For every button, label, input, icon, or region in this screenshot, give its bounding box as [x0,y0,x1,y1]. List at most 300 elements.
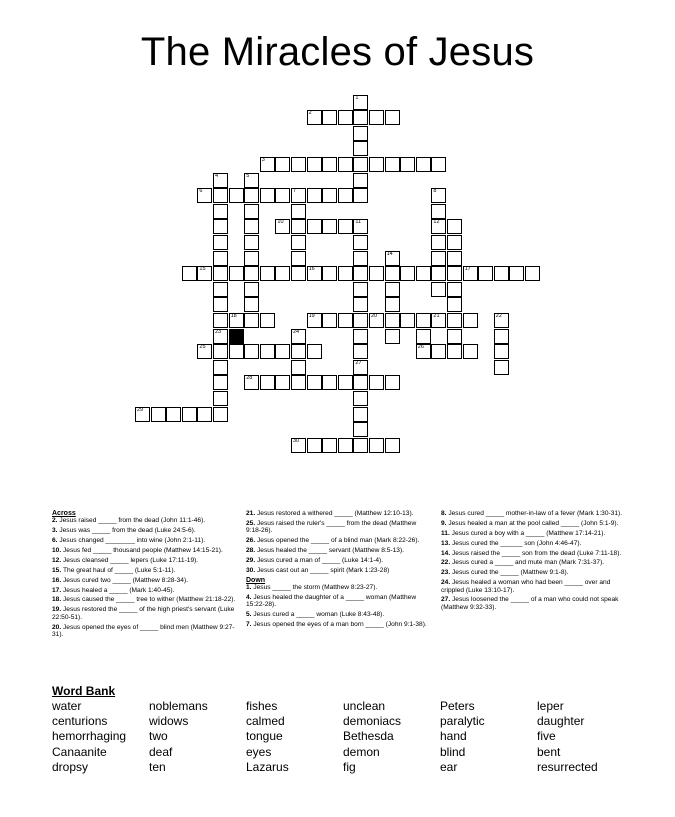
down-clue-list-continued [441,510,623,611]
word-bank-item: demoniacs [343,714,402,729]
clue-text: Jesus cured a boy with a _____ (Matthew 17:14-21). [451,529,606,537]
word-bank-item: blind [440,744,466,759]
crossword-cell[interactable] [291,375,306,390]
black-square [229,329,244,344]
clue-text: Jesus healed a man at the pool called _____ (John 5:1-9). [448,519,619,527]
crossword-cell[interactable] [307,188,322,203]
crossword-cell[interactable] [244,375,259,390]
crossword-cell[interactable] [385,282,400,297]
crossword-cell[interactable] [385,110,400,125]
word-bank-item: widows [149,714,189,729]
crossword-cell[interactable] [307,110,322,125]
crossword-cell[interactable] [416,266,431,281]
clue-number-label: 2. [52,517,60,525]
crossword-cell[interactable] [400,157,415,172]
clue-number-label: 11. [441,529,452,537]
clue-number: 28 [246,375,253,382]
clue-number-label: 24. [441,579,452,587]
word-bank-item: ear [440,759,458,774]
word-bank-item: ten [149,759,166,774]
crossword-cell[interactable] [447,266,462,281]
clue-text: Jesus cured the _____ (Matthew 9:1-8). [452,569,569,577]
crossword-cell[interactable] [369,157,384,172]
crossword-cell[interactable] [229,344,244,359]
crossword-cell[interactable] [416,344,431,359]
clue-text: Jesus opened the _____ of a blind man (Mark 8:22-26). [257,537,420,545]
word-bank-item: two [149,729,168,744]
word-bank-item: five [537,729,556,744]
crossword-cell[interactable] [244,251,259,266]
crossword-cell[interactable] [291,344,306,359]
crossword-cell[interactable] [447,344,462,359]
crossword-cell[interactable] [353,329,368,344]
clue-item [441,550,623,557]
crossword-cell[interactable] [182,266,197,281]
crossword-cell[interactable] [322,266,337,281]
crossword-cell[interactable] [244,235,259,250]
word-bank-item: Peters [440,699,475,713]
clue-number: 19 [308,312,315,319]
clue-text: Jesus opened the eyes of _____ blind men (Matthew 9:27-31). [52,623,235,638]
crossword-cell[interactable] [182,407,197,422]
crossword-cell[interactable] [260,157,275,172]
word-bank-item: Bethesda [343,729,394,744]
crossword-cell[interactable] [229,266,244,281]
crossword-cell[interactable] [213,188,228,203]
crossword-cell[interactable] [369,110,384,125]
crossword-cell[interactable] [353,407,368,422]
crossword-cell[interactable] [244,204,259,219]
word-bank-item: centurions [52,714,108,729]
crossword-cell[interactable] [307,157,322,172]
word-bank-item: deaf [149,744,173,759]
crossword-cell[interactable] [275,157,290,172]
clue-number-label: 10. [52,546,63,554]
clue-text: Jesus cast out an _____ spirit (Mark 1:23-28) [257,566,390,574]
crossword-cell[interactable] [369,313,384,328]
crossword-cell[interactable] [431,235,446,250]
crossword-cell[interactable] [151,407,166,422]
crossword-cell[interactable] [260,375,275,390]
crossword-cell[interactable] [353,360,368,375]
clue-number: 25 [199,344,206,351]
clue-number: 20 [371,312,378,319]
crossword-cell[interactable] [307,313,322,328]
clue-number-label: 20. [52,623,63,631]
crossword-cell[interactable] [260,344,275,359]
clue-item [441,530,623,537]
crossword-cell[interactable] [213,297,228,312]
clue-number: 22 [495,312,502,319]
clue-text: Jesus opened the eyes of a man born _____ (John 9:1-38). [253,620,427,628]
clue-text: Jesus restored a withered _____ (Matthew 12:10-13). [257,510,414,517]
crossword-cell[interactable] [291,251,306,266]
crossword-cell[interactable] [447,282,462,297]
clue-number: 6 [199,188,203,195]
crossword-cell[interactable] [494,360,509,375]
clue-item [246,594,432,609]
crossword-cell[interactable] [353,235,368,250]
crossword-cell[interactable] [338,110,353,125]
crossword-cell[interactable] [213,313,228,328]
clue-number: 21 [433,312,440,319]
crossword-cell[interactable] [369,266,384,281]
clue-number-label: 5. [246,611,254,619]
crossword-cell[interactable] [494,313,509,328]
crossword-cell[interactable] [369,375,384,390]
clue-text: Jesus _____ the storm (Matthew 8:23-27). [253,583,378,591]
clue-text: Jesus cured two _____ (Matthew 8:28-34). [63,576,188,584]
clue-item [52,517,240,524]
crossword-cell[interactable] [291,360,306,375]
clue-text: Jesus cured _____ mother-in-law of a fever (Mark 1:30-31). [448,510,623,517]
clue-number: 7 [293,188,297,195]
clue-number-label: 22. [441,559,452,567]
crossword-cell[interactable] [385,313,400,328]
crossword-cell[interactable] [213,282,228,297]
crossword-cell[interactable] [291,219,306,234]
crossword-cell[interactable] [244,313,259,328]
clue-number: 27 [355,359,362,366]
crossword-cell[interactable] [338,266,353,281]
crossword-cell[interactable] [275,344,290,359]
crossword-cell[interactable] [400,313,415,328]
clue-number: 23 [215,328,222,335]
crossword-cell[interactable] [385,329,400,344]
word-bank-item: hand [440,729,467,744]
crossword-cell[interactable] [447,297,462,312]
clue-text: Jesus loosened the _____ of a man who could not speak (Matthew 9:32-33). [441,596,619,611]
crossword-cell[interactable] [353,126,368,141]
crossword-cell[interactable] [353,188,368,203]
crossword-cell[interactable] [431,344,446,359]
crossword-cell[interactable] [478,266,493,281]
crossword-cell[interactable] [353,251,368,266]
word-bank-item: fig [343,759,356,774]
crossword-cell[interactable] [385,157,400,172]
crossword-cell[interactable] [291,188,306,203]
crossword-cell[interactable] [431,219,446,234]
clue-text: Jesus restored the _____ of the high priest's servant (Luke 22:50-51). [52,606,235,621]
clue-item [246,547,432,554]
crossword-cell[interactable] [353,219,368,234]
crossword-cell[interactable] [369,438,384,453]
crossword-cell[interactable] [322,313,337,328]
crossword-cell[interactable] [213,360,228,375]
crossword-cell[interactable] [244,219,259,234]
crossword-cell[interactable] [213,391,228,406]
crossword-cell[interactable] [447,235,462,250]
crossword-cell[interactable] [244,297,259,312]
crossword-cell[interactable] [322,438,337,453]
word-bank-item: eyes [246,744,272,759]
clue-number-label: 29. [246,556,257,564]
clue-item [52,547,240,554]
clue-text: Jesus cured the ______ son (John 4:46-47). [452,539,582,547]
clue-number: 15 [199,266,206,273]
clue-number: 2 [308,110,312,117]
crossword-cell[interactable] [213,375,228,390]
crossword-cell[interactable] [353,375,368,390]
crossword-cell[interactable] [416,157,431,172]
clue-number-label: 6. [52,537,60,545]
word-bank-item: Lazarus [246,759,289,774]
clue-item [246,557,432,564]
clues-column-2 [246,510,432,631]
clue-number: 4 [215,172,219,179]
clue-number-label: 18. [52,596,63,604]
clue-text: Jesus cured a _____ and mute man (Mark 7:31-37). [452,559,605,567]
clue-number: 24 [293,328,300,335]
crossword-cell[interactable] [307,438,322,453]
clue-text: Jesus changed ________ into wine (John 2:1-11). [59,537,206,545]
clue-number: 17 [464,266,471,273]
crossword-cell[interactable] [447,329,462,344]
crossword-cell[interactable] [353,141,368,156]
crossword-cell[interactable] [353,157,368,172]
clue-text: Jesus healed a _____ (Mark 1:40-45). [63,586,175,594]
crossword-cell[interactable] [275,375,290,390]
crossword-cell[interactable] [416,329,431,344]
clue-text: Jesus cured a man of _____ (Luke 14:1-4). [257,556,384,564]
word-bank-item: hemorrhaging [52,729,127,744]
crossword-cell[interactable] [431,157,446,172]
clue-item [52,596,240,603]
crossword-cell[interactable] [291,329,306,344]
clue-number: 26 [417,344,424,351]
crossword-cell[interactable] [244,173,259,188]
down-clue-list [246,584,432,628]
clue-number: 10 [277,219,284,226]
crossword-cell[interactable] [291,235,306,250]
crossword-cell[interactable] [353,297,368,312]
crossword-cell[interactable] [353,266,368,281]
crossword-cell[interactable] [447,313,462,328]
crossword-cell[interactable] [322,110,337,125]
crossword-cell[interactable] [353,438,368,453]
crossword-cell[interactable] [509,266,524,281]
crossword-cell[interactable] [431,204,446,219]
clue-item [52,567,240,574]
crossword-cell[interactable] [431,266,446,281]
crossword-cell[interactable] [291,204,306,219]
clue-number: 14 [386,250,393,257]
clue-number: 5 [246,172,250,179]
crossword-cell[interactable] [385,438,400,453]
crossword-cell[interactable] [197,188,212,203]
crossword-cell[interactable] [197,344,212,359]
clue-number-label: 30. [246,566,257,574]
clue-item [246,611,432,618]
crossword-cell[interactable] [353,422,368,437]
clue-number-label: 19. [52,606,63,614]
crossword-cell[interactable] [463,313,478,328]
clue-number: 12 [433,219,440,226]
crossword-cell[interactable] [353,173,368,188]
crossword-cell[interactable] [353,391,368,406]
clue-text: Jesus healed a woman who had been _____ over and crippled (Luke 13:10-17). [441,579,611,594]
crossword-cell[interactable] [197,266,212,281]
crossword-cell[interactable] [260,266,275,281]
crossword-cell[interactable] [260,188,275,203]
clue-item [52,537,240,544]
crossword-cell[interactable] [213,407,228,422]
clue-number-label: 8. [441,510,449,517]
clue-item [52,606,240,621]
crossword-cell[interactable] [244,188,259,203]
crossword-cell[interactable] [431,251,446,266]
crossword-cell[interactable] [338,157,353,172]
crossword-cell[interactable] [431,188,446,203]
clue-text: Jesus cured a _____ woman (Luke 8:43-48). [253,611,385,619]
crossword-cell[interactable] [166,407,181,422]
crossword-cell[interactable] [400,266,415,281]
crossword-cell[interactable] [307,266,322,281]
word-bank-item: calmed [246,714,285,729]
crossword-cell[interactable] [213,251,228,266]
crossword-cell[interactable] [494,266,509,281]
crossword-cell[interactable] [135,407,150,422]
crossword-cell[interactable] [385,297,400,312]
crossword-cell[interactable] [322,219,337,234]
crossword-cell[interactable] [213,173,228,188]
crossword-cell[interactable] [213,329,228,344]
crossword-cell[interactable] [431,282,446,297]
crossword-cell[interactable] [322,157,337,172]
crossword-cell[interactable] [291,266,306,281]
crossword-cell[interactable] [463,344,478,359]
clue-number-label: 17. [52,586,63,594]
clue-number-label: 28. [246,546,257,554]
word-bank-item: dropsy [52,759,89,774]
across-clue-list [52,517,240,638]
clue-number-label: 21. [246,510,257,517]
crossword-cell[interactable] [353,344,368,359]
clue-item [441,596,623,611]
crossword-cell[interactable] [353,282,368,297]
crossword-cell[interactable] [244,266,259,281]
clue-item [246,520,432,535]
word-bank-item: leper [537,699,564,713]
clue-item [441,540,623,547]
crossword-cell[interactable] [463,266,478,281]
crossword-cell[interactable] [229,188,244,203]
clue-number: 8 [433,188,437,195]
crossword-cell[interactable] [353,110,368,125]
crossword-cell[interactable] [197,407,212,422]
word-bank-item: daughter [537,714,585,729]
clue-number-label: 7. [246,620,254,628]
crossword-cell[interactable] [338,188,353,203]
clue-item [52,557,240,564]
clue-number: 3 [261,156,265,163]
down-heading: Down [246,576,266,584]
crossword-cell[interactable] [213,219,228,234]
clue-number-label: 26. [246,537,257,545]
word-bank-item: tongue [246,729,283,744]
crossword-cell[interactable] [291,438,306,453]
clue-number-label: 9. [441,519,449,527]
crossword-cell[interactable] [213,266,228,281]
clue-number: 16 [308,266,315,273]
clue-item [441,510,623,517]
clue-text: Jesus raised the ruler's _____ from the dead (Matthew 9:18-26). [246,519,417,535]
crossword-cell[interactable] [275,188,290,203]
crossword-cell[interactable] [307,344,322,359]
crossword-cell[interactable] [244,282,259,297]
crossword-cell[interactable] [338,375,353,390]
clue-text: Jesus caused the _____ tree to wither (Matthew 21:18-22). [63,596,236,604]
word-bank-item: resurrected [537,759,598,774]
crossword-cell[interactable] [213,344,228,359]
word-bank-item: demon [343,744,380,759]
clue-number-label: 27. [441,596,452,604]
crossword-cell[interactable] [494,344,509,359]
crossword-cell[interactable] [307,375,322,390]
clue-item [441,559,623,566]
across-clue-list-continued [246,510,432,574]
crossword-cell[interactable] [291,157,306,172]
clue-item [52,587,240,594]
page-title: The Miracles of Jesus [140,30,535,74]
clue-number: 18 [230,312,237,319]
clues-column-1 [52,510,240,641]
word-bank-item: paralytic [440,714,485,729]
crossword-cell[interactable] [244,344,259,359]
crossword-cell[interactable] [431,313,446,328]
clue-number-label: 14. [441,549,452,557]
crossword-cell[interactable] [353,313,368,328]
crossword-cell[interactable] [494,329,509,344]
clue-number-label: 4. [246,593,254,601]
word-bank-item: bent [537,744,561,759]
word-bank-item: noblemans [149,699,208,713]
crossword-cell[interactable] [229,313,244,328]
crossword-cell[interactable] [213,235,228,250]
crossword-cell[interactable] [213,204,228,219]
crossword-cell[interactable] [385,251,400,266]
crossword-cell[interactable] [275,219,290,234]
crossword-cell[interactable] [275,266,290,281]
clue-number-label: 25. [246,519,257,527]
crossword-cell[interactable] [338,313,353,328]
word-bank-title: Word Bank [52,684,116,698]
crossword-cell[interactable] [307,219,322,234]
crossword-cell[interactable] [322,375,337,390]
crossword-cell[interactable] [447,251,462,266]
crossword-cell[interactable] [525,266,540,281]
crossword-cell[interactable] [353,95,368,110]
clue-number: 29 [137,406,144,413]
word-bank-item: fishes [246,699,278,713]
crossword-cell[interactable] [447,219,462,234]
crossword-cell[interactable] [338,438,353,453]
clue-number-label: 1. [246,583,254,591]
crossword-cell[interactable] [385,375,400,390]
clue-text: The great haul of _____ (Luke 5:1-11). [63,566,176,574]
clue-number-label: 12. [52,556,63,564]
crossword-cell[interactable] [260,313,275,328]
clue-item [52,624,240,639]
crossword-cell[interactable] [385,266,400,281]
clue-item [246,537,432,544]
clue-item [52,527,240,534]
clue-number-label: 15. [52,566,63,574]
crossword-cell[interactable] [338,219,353,234]
crossword-cell[interactable] [322,188,337,203]
crossword-cell[interactable] [416,313,431,328]
clue-text: Jesus was _____ from the dead (Luke 24:5-6). [59,527,196,535]
